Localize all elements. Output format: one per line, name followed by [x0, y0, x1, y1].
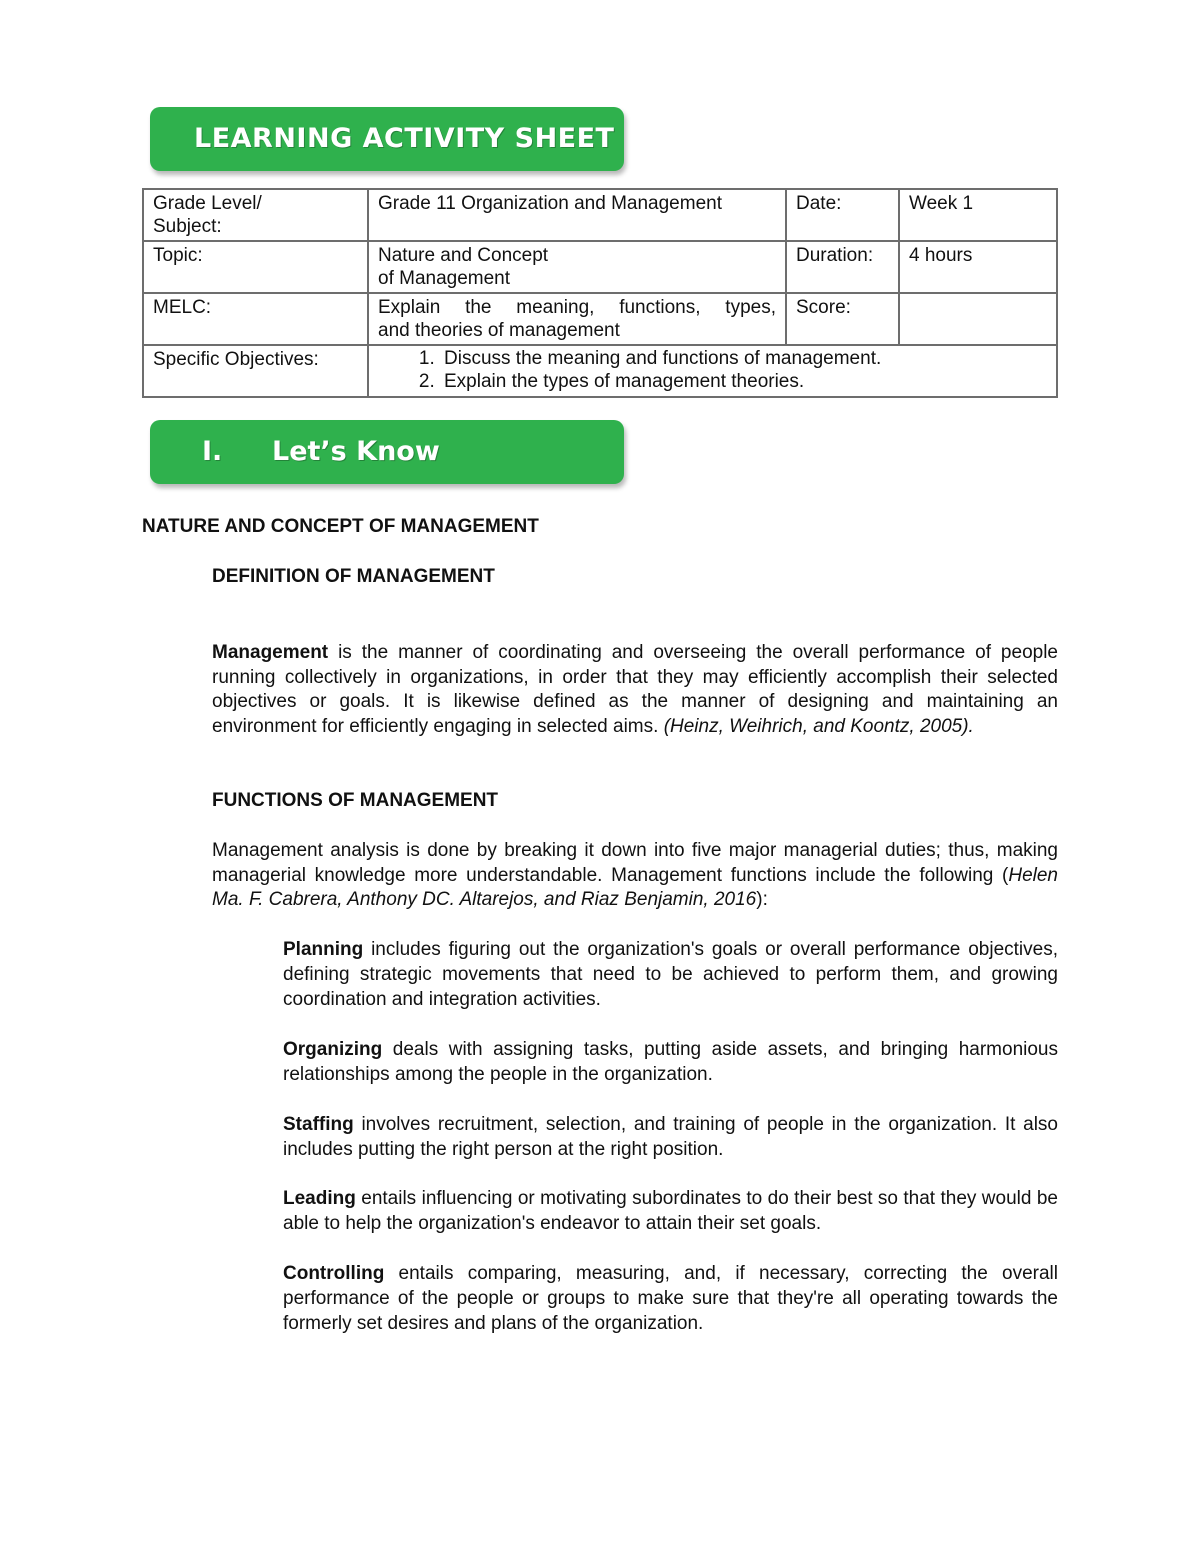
- objectives-label: Specific Objectives:: [143, 345, 368, 397]
- topic-value: Nature and Concept of Management: [368, 241, 786, 293]
- melc-value: Explain the meaning, functions, types, and theories of management: [368, 293, 786, 345]
- date-label: Date:: [786, 189, 899, 241]
- objectives-list-cell: [368, 345, 1057, 397]
- score-label: Score:: [786, 293, 899, 345]
- duration-label: Duration:: [786, 241, 899, 293]
- definition-term: Management: [212, 642, 329, 663]
- functions-citation: Helen Ma. F. Cabrera, Anthony DC. Altarejos, and Riaz Benjamin, 2016: [212, 864, 1058, 910]
- main-heading: NATURE AND CONCEPT OF MANAGEMENT: [142, 516, 539, 537]
- banner-title: LEARNING ACTIVITY SHEET: [194, 123, 615, 154]
- info-table: [142, 188, 1058, 398]
- table-row: [143, 241, 1057, 293]
- lets-know-banner: [150, 420, 624, 484]
- table-row: [143, 189, 1057, 241]
- date-value: Week 1: [899, 189, 1057, 241]
- melc-label: MELC:: [143, 293, 368, 345]
- section-number: I.: [202, 436, 223, 467]
- function-organizing: Organizing deals with assigning tasks, putting aside assets, and bringing harmonious relationships among the people in the organization.: [283, 1039, 1058, 1085]
- function-planning: Planning includes figuring out the organization's goals or overall performance objectives, defining strategic movements that need to be achieved to perform them, and growing coordination and integration activities.: [283, 939, 1058, 1010]
- objective-item: 1. Discuss the meaning and functions of management.: [440, 347, 1047, 370]
- definition-paragraph: Management is the manner of coordinating and overseeing the overall performance of people running collectively in organizations, in order that they may efficiently accomplish their selected objectives or goals. It is likewise defined as the manner of designing and maintaining an environment for efficiently engaging in selected aims. (Heinz, Weihrich, and Koontz, 2005).: [212, 642, 1058, 737]
- topic-label: Topic:: [143, 241, 368, 293]
- definition-heading: DEFINITION OF MANAGEMENT: [212, 566, 495, 587]
- grade-level-label: Grade Level/ Subject:: [143, 189, 368, 241]
- grade-level-value: Grade 11 Organization and Management: [368, 189, 786, 241]
- functions-intro: Management analysis is done by breaking it down into five major managerial duties; thus, making managerial knowledge more understandable. Management functions include the following (Helen Ma. F. Cabrera, Anthony DC. Altarejos, and Riaz Benjamin, 2016):: [212, 840, 1058, 910]
- function-controlling: Controlling entails comparing, measuring, and, if necessary, correcting the overall performance of the people or groups to make sure that they're all operating towards the formerly set desires and plans of the organization.: [283, 1263, 1058, 1334]
- functions-heading: FUNCTIONS OF MANAGEMENT: [212, 790, 499, 811]
- function-staffing: Staffing involves recruitment, selection, and training of people in the organization. It also includes putting the right person at the right position.: [283, 1114, 1058, 1160]
- score-value: [899, 293, 1057, 345]
- table-row: [143, 293, 1057, 345]
- section-title: Let’s Know: [272, 436, 440, 467]
- objectives-list: [378, 347, 1047, 393]
- learning-activity-sheet-banner: [150, 107, 624, 171]
- function-leading: Leading entails influencing or motivating subordinates to do their best so that they would be able to help the organization's endeavor to attain their set goals.: [283, 1188, 1058, 1234]
- table-row: [143, 345, 1057, 397]
- definition-citation: (Heinz, Weihrich, and Koontz, 2005).: [663, 715, 974, 737]
- duration-value: 4 hours: [899, 241, 1057, 293]
- objective-item: 2. Explain the types of management theories.: [440, 370, 1047, 393]
